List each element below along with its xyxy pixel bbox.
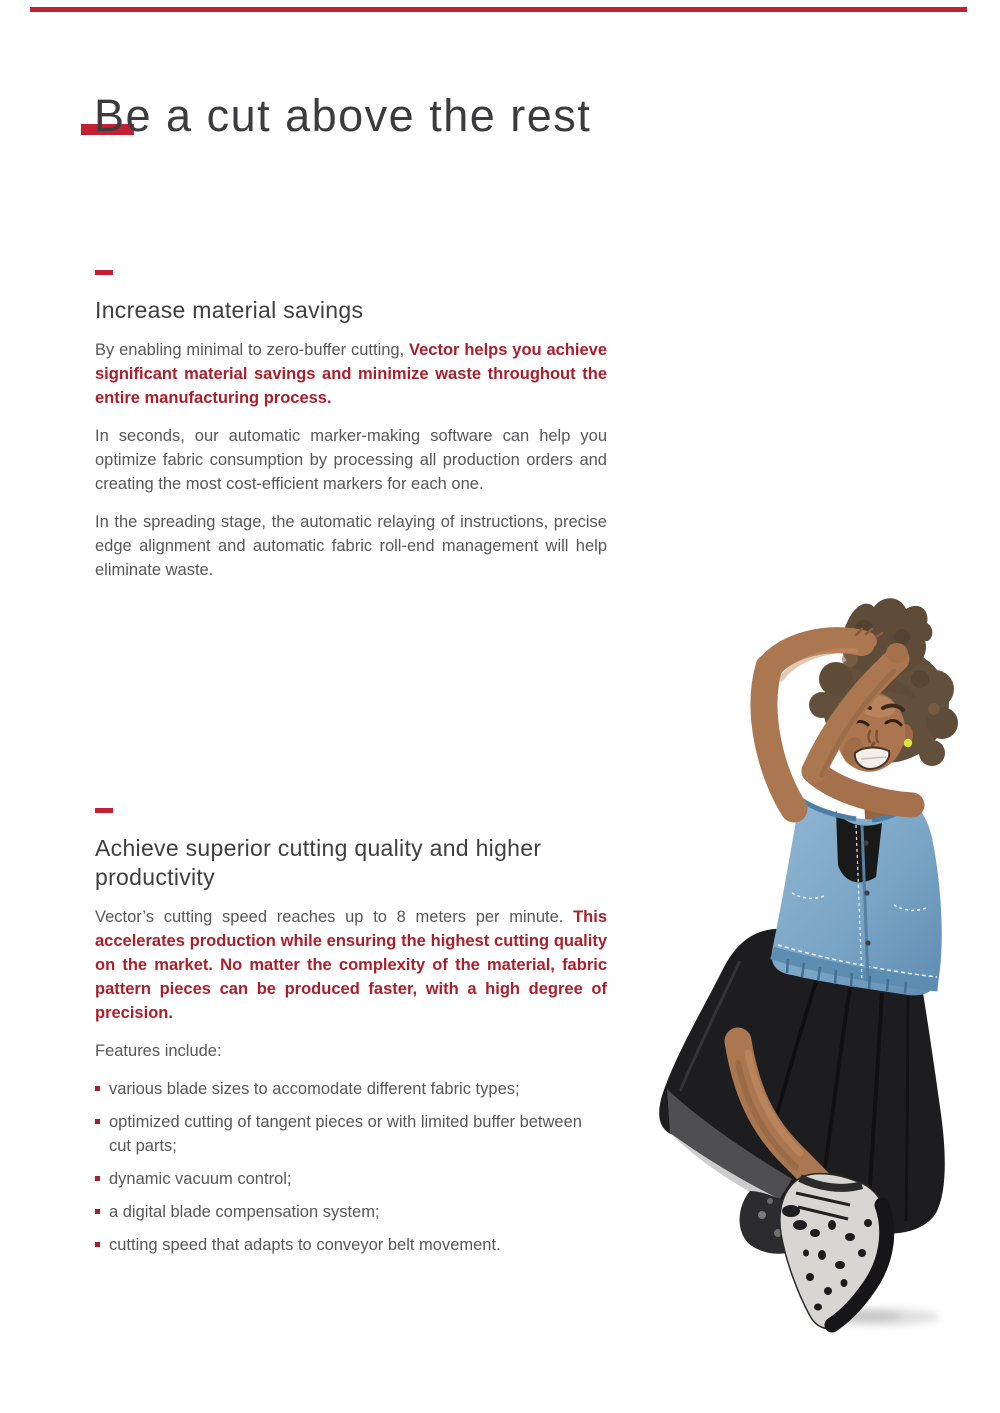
- section1-heading: Increase material savings: [95, 297, 364, 323]
- section1-paragraph-2: In seconds, our automatic marker-making software can help you optimize fabric consumption by processing all production orders and creating the most cost-efficient markers for each one.: [95, 427, 607, 493]
- girl-photo: [650, 593, 1000, 1338]
- denim-vest: [772, 795, 942, 995]
- bullet-square-icon: [95, 1242, 100, 1247]
- list-item: [95, 1077, 607, 1101]
- girl-photo-illustration: [650, 593, 1000, 1338]
- bullet-square-icon: [95, 1086, 100, 1091]
- bullet-square-icon: [95, 1176, 100, 1181]
- list-item: [95, 1110, 607, 1158]
- section1-paragraph-1: [95, 338, 607, 410]
- section2-p1-red: This accelerates production while ensuring the highest cutting quality on the market. No matter the complexity of the material, fabric pattern pieces can be produced faster, with a high degree of precision.: [95, 908, 607, 1022]
- earring: [904, 739, 912, 747]
- section1-paragraph-3: In the spreading stage, the automatic relaying of instructions, precise edge alignment and automatic fabric roll-end management will help eliminate waste.: [95, 513, 607, 579]
- section-red-dash: [95, 270, 113, 275]
- feature-list: [95, 1077, 607, 1257]
- feature-text: dynamic vacuum control;: [109, 1170, 292, 1188]
- list-item: [95, 1167, 607, 1191]
- top-red-rule: [30, 7, 967, 12]
- section-red-dash: [95, 808, 113, 813]
- hand: [886, 643, 908, 663]
- feature-text: various blade sizes to accomodate different fabric types;: [109, 1080, 520, 1098]
- list-item: [95, 1233, 607, 1257]
- leopard-boot: [780, 1174, 891, 1329]
- section-cutting-quality: [95, 808, 607, 1266]
- section1-p1-gray: By enabling minimal to zero-buffer cutting,: [95, 341, 410, 359]
- list-item: [95, 1200, 607, 1224]
- features-label: Features include:: [95, 1042, 222, 1060]
- section1-p1-red: Vector helps you achieve significant material savings and minimize waste throughout the entire manufacturing process.: [95, 341, 607, 407]
- page-title: Be a cut above the rest: [94, 90, 592, 141]
- section-material-savings: [95, 270, 607, 582]
- feature-text: cutting speed that adapts to conveyor belt movement.: [109, 1236, 501, 1254]
- feature-text: a digital blade compensation system;: [109, 1203, 380, 1221]
- section2-p1-gray: Vector’s cutting speed reaches up to 8 meters per minute.: [95, 908, 574, 926]
- hand: [851, 631, 877, 651]
- section2-heading: Achieve superior cutting quality and higher productivity: [95, 835, 542, 890]
- bullet-square-icon: [95, 1119, 100, 1124]
- section2-paragraph-1: [95, 905, 607, 1025]
- bullet-square-icon: [95, 1209, 100, 1214]
- feature-text: optimized cutting of tangent pieces or with limited buffer between cut parts;: [109, 1113, 582, 1155]
